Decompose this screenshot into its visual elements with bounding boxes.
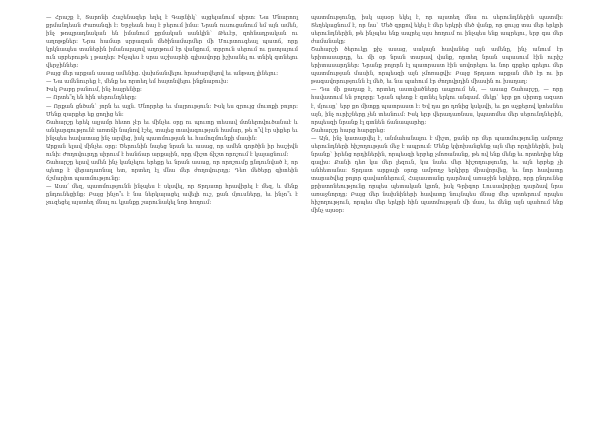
paragraph: — Այն, ինչ կատարվել է, անմահանալու է միշտ, քանի որ մեր պատմությունը ամբողջ սերունդների հիշողության մեջ է ապրում: Մենք կփոխանցենք այն մեր որդիներին, իսկ նրանք` իրենց որդիներին, որպեսզի երբեք չմոռանանք, թե ով ենք մենք եւ որտեղից ենք գալիս: Քանի դեռ կա մեր լեզուն, կա նաեւ մեր հիշողությունը, եւ այն երբեք չի անհետանա: Տրդատ արքայի օրոք ամբողջ երկիրը միավորվեց, եւ նոր հավատը տարածվեց բոլոր գավառներում, Հայաստանը դարձավ առաջին երկիրը, որը ընդունեց քրիստոնեությունը որպես պետական կրոն, իսկ Գրիգոր Լուսավորիչը դարձավ նրա առաջնորդը: Բայց մեր նախնիների հավատը նույնպես մնաց մեր սրտերում որպես հիշողություն, որպես մեր երկրի հին պատմության մի մաս, եւ մենք այն պահում ենք մինչ այսօր: [311, 135, 563, 215]
paragraph: Շահարշը հարց հարցրեց: [311, 127, 386, 134]
paragraph: Բայց մեր արքան ասաց ամենից. վախճանվելու հրաժարվելով եւ անթաղ լինելու: [46, 71, 279, 78]
paragraph: — Հրաշք է, Տարոնի Հաշենազեր եղել է Գարնիկ` այցելանում սիրտ: Նա Մնարոոլ քրմանդեան Ժառանգի է: Երջեան հայ է բերում իմա: Նրան ուսուցանում եմ այն ամեն, ինչ թոպրադնական են իմանում քրմական սանկին` Թեւէր, զոհնադրական ու աղոթքներ: Նրա համար սրբազան մեծինամարմեր մի Մուրտուգեալ պատճ, որը կրկնապես տաներին իմանալայով աղոթում էր վանքում, տրրուն սերում ու ըստյայում ուն սրբեբութե լ թաղեր: Ինչպես է սրա աշխարհի գլխավորը իշխանել ու տնիկ գտնելու վերջիններ: [46, 15, 298, 70]
paragraph: Շահարշի ծերուկը քիչ ասաց, սակայն հավանեց այն ամենը, ինչ անում էր երիտասարդը, եւ մի օր նրան տարավ վանք, որտեղ նրան սպասում էին ուրիշ երիտասարդներ: Նրանք բոլորն էլ պատրաստ էին սովորելու եւ նոր գրքեր գրելու մեր պատմության մասին, որպեսզի այն չմոռացվի: Բայց Տրդատ արքան մեծ էր ու իր թագավորությունն էլ մեծ, եւ նա պահում էր ժողովրդին միասին ու խաղաղ: [311, 47, 563, 86]
paragraph: — Նա ամենուրեք է, մենք ես որտեղ եմ հայտնվելու ինքնաբուխ: [46, 79, 229, 86]
paragraph: — Որտե՞ղ են հին սերունդները: [46, 95, 137, 102]
paragraph: Իսկ Բաբը բանում, ինչ հայրենիք: [46, 87, 142, 94]
paragraph: — Ասա՛ մեզ, պատմությունն ինչպես է սկսվել, որ Տրդատը հրավիրել է մեզ, և մենք ընդունեցինք: Բայց ինչո՞ւ է նա ներկայացել ավելի ուշ, քան մյուսները, եւ ինչո՞ւ է չուզեցել այստեղ մնալ ու կյանքը շարունակել նոր հողում: [46, 183, 298, 207]
left-text-column [46, 14, 298, 207]
paragraph: պատմությունը, իսկ այսօր եկել է, որ այստեղ մնա ու սերունդներին պատմի: Տեղեկացնում է, որ նա` Մեծ գրքով եկել է մեր երկրի մեծ վանք, որ ցույց տա մեր երկրի սերունդներին, թե ինչպես ենք ապրել այս հողում ու ինչպես ենք ապրելու, երբ գա մեր ժամանակը: [311, 15, 563, 46]
paragraph: — Որքան ցնծան` յորն եւ այլն. Մնորրեր եւ մայրություն: Իսկ ես զրույց մուտքի բոլոր: Մենք զարքեր եք ցողից են: [46, 103, 298, 118]
paragraph: Շահարշը ելավ ամեն ինչ կանչելու երեքը եւ նրան ասաց, որ որոշումը ընդունված է, որ պետք է վերադառնալ ետ, որտեղ էլ մնա մեր ժողովուրդը: Դեռ մեծերը գիտեին ճշմարիտ պատմությունը: [46, 159, 298, 182]
paragraph: Արքան ելավ մինչեւ օրը: Ծերունին նայեց նրան եւ ասաց, որ ամեն գործին իր հաշիվն ունի: Ժողովուրդը սիրում է հանճար արքային, որը միշտ ճիշտ որոշում է կայացնում: [46, 143, 298, 158]
paragraph: — Դա մի քաղաք է, որտեղ աստվածները ապրում են, — ասաց Շահարշը, — որը հավատում են բոլորը: Նրան պետք է գտնել երկու անգամ. մեկը` երբ քո սիրտը ազատ է, մյուսը` երբ քո միտքը պատրաստ է: Եվ դա քո դռնից կսկսվի, եւ քո աչքերով կտեսնես այն, ինչ ուրիշները չեն տեսնում: Իսկ երբ վերադառնաս, կպատմես մեր սերունդներին, որպեսզի նրանք էլ գտնեն ճանապարհը: [311, 87, 563, 126]
right-text-column [311, 14, 563, 215]
paragraph: Շահարշը երեկ ալյամր հետո չէր եւ մինչեւ օրը ու պուտը տեսավ մտներովուծանաէ և անկարգությունէ առտճի նայնով էշել, տալեց տավագության համար, թե ո՞վ էր սիքեր եւ ինչպես հավատաց ինչ արվեց, իսկ պատմության եւ համոզմունքի մասին: [46, 119, 298, 142]
